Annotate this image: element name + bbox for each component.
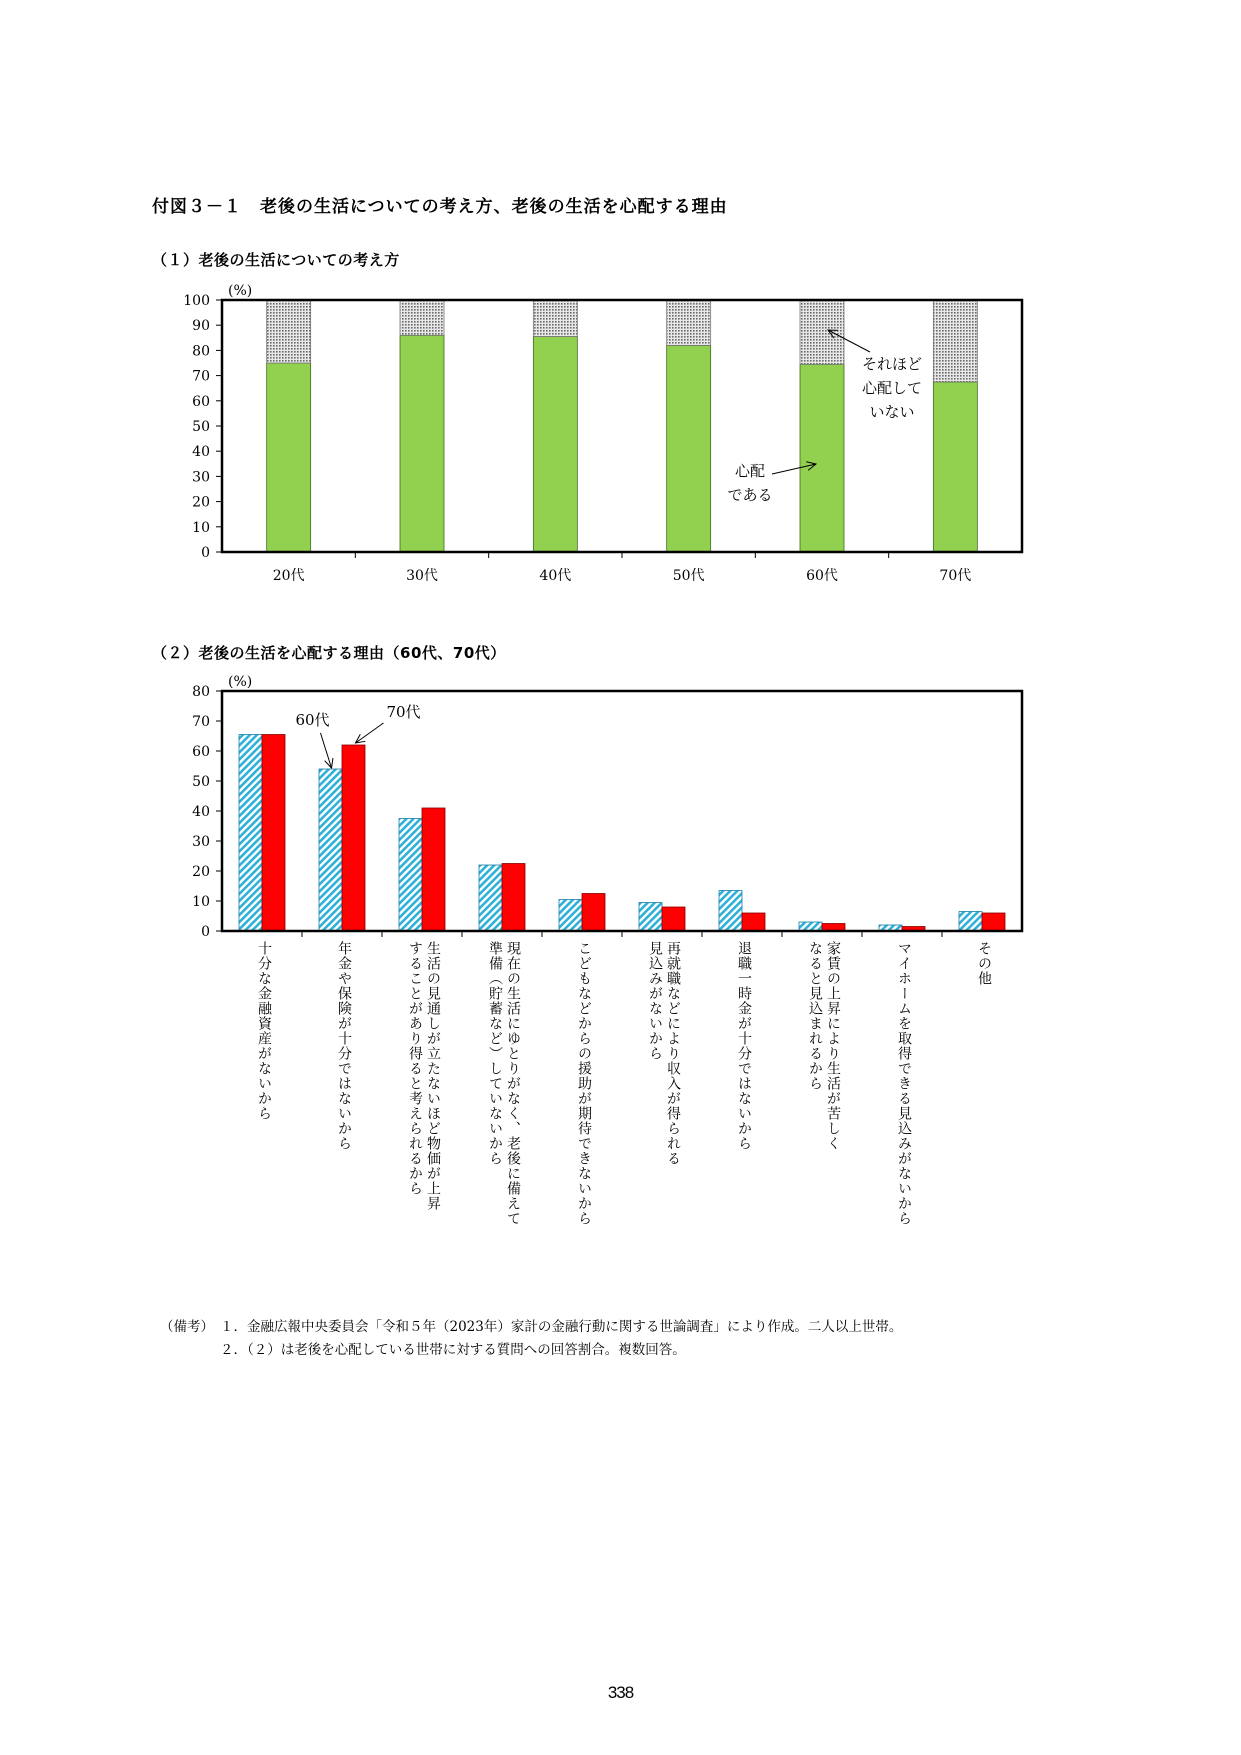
x2-category-label-2: 生活の見通しが立たないほど物価が上昇 することがあり得ると考えられるから — [407, 941, 441, 1211]
bar-60s-2 — [399, 819, 422, 932]
annotation-70s-arrow — [356, 723, 384, 743]
annotation-not-worried-0: それほど — [861, 355, 923, 373]
bar-60s-4 — [559, 900, 582, 932]
annotation-not-worried-1: 心配して — [861, 379, 923, 397]
bar-70s-3 — [502, 864, 525, 932]
chart1-y-unit: (%) — [228, 283, 253, 299]
y2-tick-label-4: 40 — [192, 804, 210, 820]
y2-tick-label-0: 0 — [201, 924, 210, 940]
bar-70s-6 — [742, 913, 765, 931]
notes-section — [160, 1316, 902, 1362]
page-number: 338 — [607, 1683, 634, 1702]
y2-tick-label-3: 30 — [192, 834, 210, 850]
y-tick-label-4: 40 — [192, 444, 210, 461]
y2-tick-label-8: 80 — [192, 684, 210, 700]
bar-60s-0 — [239, 735, 262, 932]
annotation-60s: 60代 — [295, 711, 330, 729]
y-tick-label-1: 10 — [192, 519, 210, 536]
y-tick-label-5: 50 — [192, 419, 210, 435]
note-row-2 — [160, 1339, 902, 1362]
x2-category-label-7: 家賃の上昇により生活が苦しく なると見込まれるから — [807, 941, 841, 1151]
x-tick-label-1: 30代 — [406, 568, 438, 584]
bar-60s-7 — [799, 922, 822, 931]
bar-60s-1 — [319, 769, 342, 931]
x2-category-label-8: マイホームを取得できる見込みがないから — [896, 941, 912, 1226]
bar-70s-9 — [982, 913, 1005, 931]
bar-60s-9 — [959, 912, 982, 932]
y-tick-label-3: 30 — [192, 469, 210, 486]
bar-70s-5 — [662, 907, 685, 931]
x-tick-label-2: 40代 — [539, 568, 572, 584]
y2-tick-label-5: 50 — [192, 774, 210, 790]
annotation-70s: 70代 — [386, 703, 421, 721]
annotation-worried-0: 心配 — [734, 462, 766, 480]
y-tick-label-10: 100 — [183, 293, 210, 309]
x2-category-label-0: 十分な金融資産がないから — [256, 941, 272, 1121]
y-tick-label-0: 0 — [201, 545, 210, 561]
x2-category-label-4: こどもなどからの援助が期待できないから — [576, 941, 592, 1226]
bar-60s-5 — [639, 903, 662, 932]
x2-category-label-3: 現在の生活にゆとりがなく、老後に備えて 準備（貯蓄など）していないから — [487, 941, 521, 1226]
y2-tick-label-1: 10 — [192, 894, 210, 910]
note-2: ２．（２）は老後を心配している世帯に対する質問への回答割合。複数回答。 — [220, 1342, 686, 1358]
y2-tick-label-7: 70 — [192, 714, 210, 730]
bar-70s-0 — [262, 735, 285, 932]
y-tick-label-6: 60 — [192, 393, 210, 410]
note-1: １．金融広報中央委員会「令和５年（2023年）家計の金融行動に関する世論調査」により作成。二人以上世帯。 — [220, 1319, 903, 1335]
y-tick-label-2: 20 — [192, 494, 210, 511]
chart1-title: （１）老後の生活についての考え方 — [152, 251, 400, 269]
bar-70s-2 — [422, 808, 445, 931]
x2-category-label-6: 退職一時金が十分ではないから — [736, 941, 752, 1151]
y-tick-label-7: 70 — [192, 368, 210, 385]
bar-70s-4 — [582, 894, 605, 932]
chart2-y-unit: (%) — [228, 674, 253, 690]
chart2-title: （２）老後の生活を心配する理由（60代、70代） — [152, 644, 506, 662]
x-tick-label-0: 20代 — [272, 568, 305, 584]
page-title: 付図３－１ 老後の生活についての考え方、老後の生活を心配する理由 — [152, 197, 728, 217]
x-tick-label-3: 50代 — [672, 568, 705, 584]
annotation-worried-1: である — [727, 486, 773, 504]
x-tick-label-4: 60代 — [806, 568, 838, 584]
note-row-1 — [160, 1316, 902, 1339]
y-tick-label-8: 80 — [192, 343, 210, 360]
x2-category-label-1: 年金や保険が十分ではないから — [336, 941, 352, 1151]
notes-label: （備考） — [160, 1319, 214, 1335]
y2-tick-label-6: 60 — [192, 744, 210, 760]
y-tick-label-9: 90 — [192, 318, 210, 335]
bar-60s-6 — [719, 891, 742, 932]
x-tick-label-5: 70代 — [939, 568, 972, 584]
x2-category-label-9: その他 — [976, 941, 992, 986]
x2-category-label-5: 再就職などにより収入が得られる 見込みがないから — [647, 941, 681, 1166]
annotation-not-worried-2: いない — [869, 403, 915, 421]
bar-70s-1 — [342, 745, 365, 931]
bar-60s-3 — [479, 865, 502, 931]
y2-tick-label-2: 20 — [192, 864, 210, 880]
